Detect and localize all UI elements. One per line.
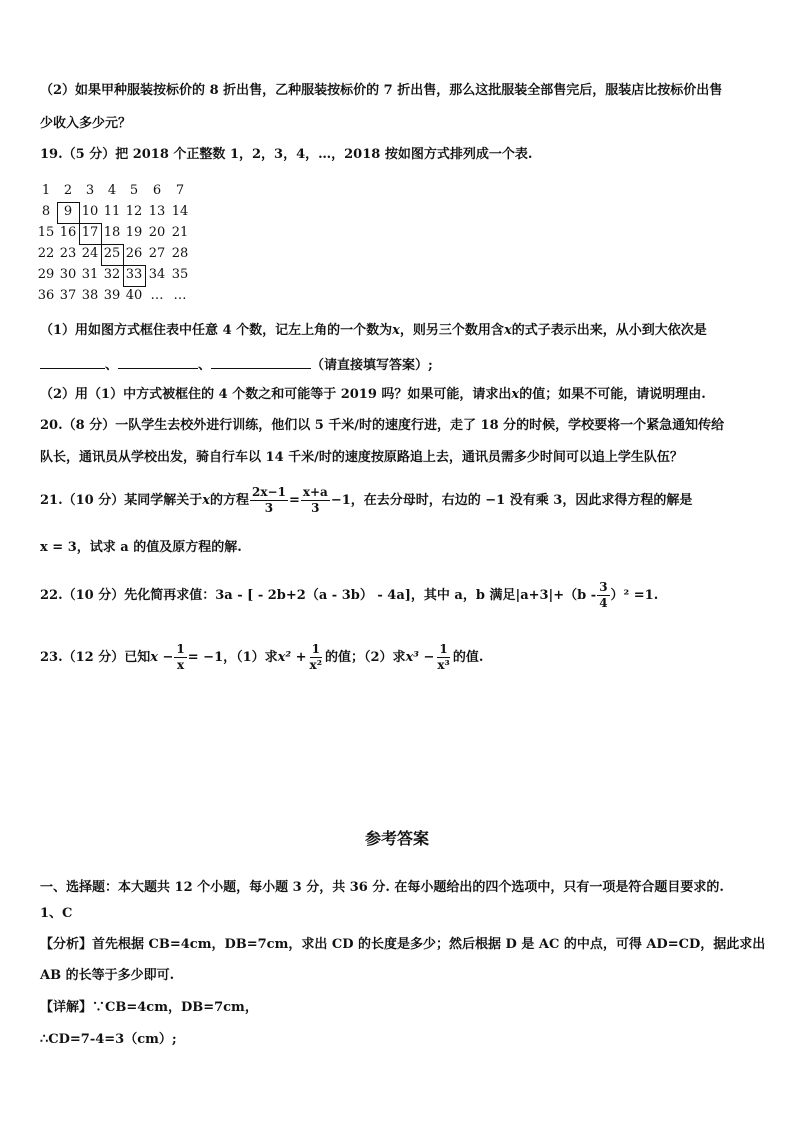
table-cell: 11: [103, 204, 121, 219]
table-cell: 14: [171, 204, 189, 219]
table-cell: 16: [59, 225, 77, 240]
table-cell: 10: [81, 204, 99, 219]
answer-blank-1[interactable]: [40, 356, 105, 369]
frame-box: [79, 223, 102, 245]
answer-blank-2[interactable]: [118, 356, 198, 369]
q20-line-1: 20.（8 分）一队学生去校外进行训练，他们以 5 千米/时的速度行进，走了 18 分的时候，学校要将一个紧急通知传给: [40, 418, 725, 433]
analysis-line-2: AB 的长等于多少即可.: [40, 968, 175, 983]
table-cell: 18: [103, 225, 121, 240]
table-cell: 25: [103, 246, 121, 261]
fraction-3-over-4: $\frac{3}{4}$: [599, 580, 608, 610]
table-cell: 38: [81, 288, 99, 303]
table-cell: 5: [129, 183, 139, 198]
table-cell: 26: [125, 246, 143, 261]
step-line: ∴CD=7-4=3（cm）;: [40, 1032, 177, 1047]
table-cell: 29: [37, 267, 55, 282]
frame-box: [101, 244, 124, 266]
q18-line-1: （2）如果甲种服装按标价的 8 折出售，乙种服装按标价的 7 折出售，那么这批服装全部售完后，服装店比按标价出售: [40, 83, 723, 98]
frame-box: [57, 202, 80, 224]
q21-line-1: 21.（10 分）某同学解关于 x 的方程 $\frac{2x-1}{3}$ = $\frac{x+a}{3}$ −1，在去分母时，右边的 −1 没有乘 3，因此求得方程的解是: [40, 485, 693, 515]
table-cell: 35: [171, 267, 189, 282]
table-cell: 1: [41, 183, 51, 198]
table-cell: 36: [37, 288, 55, 303]
q22: 22.（10 分）先化简再求值：3a - [ - 2b+2（a - 3b） - 4a]，其中 a，b 满足|a+3|+（b - $\frac{3}{4}$ ）² =1.: [40, 580, 659, 610]
q23: 23.（12 分）已知 x − $\frac{1}{x}$ = −1，（1）求 x² + $\frac{1}{\text{x²}}$ 的值；（2）求 x³ − $\frac{1}{\text{x³}}$ 的值.: [40, 642, 484, 672]
table-cell: 34: [148, 267, 166, 282]
table-cell: 24: [81, 246, 99, 261]
number-table: [37, 175, 220, 315]
answers-title: 参考答案: [364, 829, 429, 848]
table-cell: 32: [103, 267, 121, 282]
table-cell: 19: [125, 225, 143, 240]
fraction-2x-1-over-3: $\frac{2x-1}{3}$: [252, 485, 286, 515]
detail-line: 【详解】∵CB=4cm，DB=7cm，: [40, 1000, 258, 1015]
table-cell: 28: [171, 246, 189, 261]
table-cell: 30: [59, 267, 77, 282]
table-cell: 13: [148, 204, 166, 219]
table-cell: …: [173, 288, 187, 303]
q19-stem: 19.（5 分）把 2018 个正整数 1，2，3，4，…，2018 按如图方式排列成一个表.: [40, 147, 533, 162]
table-cell: 33: [125, 267, 143, 282]
q19-sub1-line1: （1）用如图方式框住表中任意 4 个数，记左上角的一个数为x，则另三个数用含x的式子表示出来，从小到大依次是: [40, 323, 707, 338]
table-cell: 2: [63, 183, 73, 198]
table-cell: 21: [171, 225, 189, 240]
table-cell: 3: [85, 183, 95, 198]
answer-blank-3[interactable]: [211, 356, 311, 369]
table-cell: 31: [81, 267, 99, 282]
q18-line-2: 少收入多少元？: [40, 116, 132, 131]
table-cell: 9: [63, 204, 73, 219]
table-cell: 20: [148, 225, 166, 240]
answer-item-1: 1、C: [40, 906, 73, 921]
table-cell: 17: [81, 225, 99, 240]
analysis-line-1: 【分析】首先根据 CB=4cm，DB=7cm，求出 CD 的长度是多少；然后根据 D 是 AC 的中点，可得 AD=CD，据此求出: [40, 937, 766, 952]
q19-sub2: （2）用（1）中方式被框住的 4 个数之和可能等于 2019 吗？如果可能，请求出x的值；如果不可能，请说明理由.: [40, 387, 706, 402]
q21-line-2: x = 3，试求 a 的值及原方程的解.: [40, 540, 242, 555]
fraction-x-a-over-3: $\frac{x+a}{3}$: [302, 485, 328, 515]
table-cell: 23: [59, 246, 77, 261]
table-cell: 6: [152, 183, 162, 198]
table-cell: 37: [59, 288, 77, 303]
fraction-1-over-x3: $\frac{1}{\text{x³}}$: [437, 642, 450, 672]
table-cell: 7: [175, 183, 185, 198]
table-cell: 27: [148, 246, 166, 261]
table-cell: …: [150, 288, 164, 303]
fraction-1-over-x2: $\frac{1}{\text{x²}}$: [309, 642, 322, 672]
answers-section: 一、选择题：本大题共 12 个小题，每小题 3 分，共 36 分. 在每小题给出的四个选项中，只有一项是符合题目要求的.: [40, 880, 724, 895]
table-cell: 15: [37, 225, 55, 240]
table-cell: 12: [125, 204, 143, 219]
q20-line-2: 队长，通讯员从学校出发，骑自行车以 14 千米/时的速度按原路追上去，通讯员需多少时间可以追上学生队伍？: [40, 450, 683, 465]
table-cell: 39: [103, 288, 121, 303]
table-cell: 22: [37, 246, 55, 261]
table-cell: 40: [125, 288, 143, 303]
fraction-1-over-x: $\frac{1}{x}$: [176, 642, 185, 672]
table-cell: 4: [107, 183, 117, 198]
q19-sub1-line2: 、 、 （请直接填写答案）;: [40, 356, 433, 374]
table-cell: 8: [41, 204, 51, 219]
frame-box: [123, 265, 146, 287]
